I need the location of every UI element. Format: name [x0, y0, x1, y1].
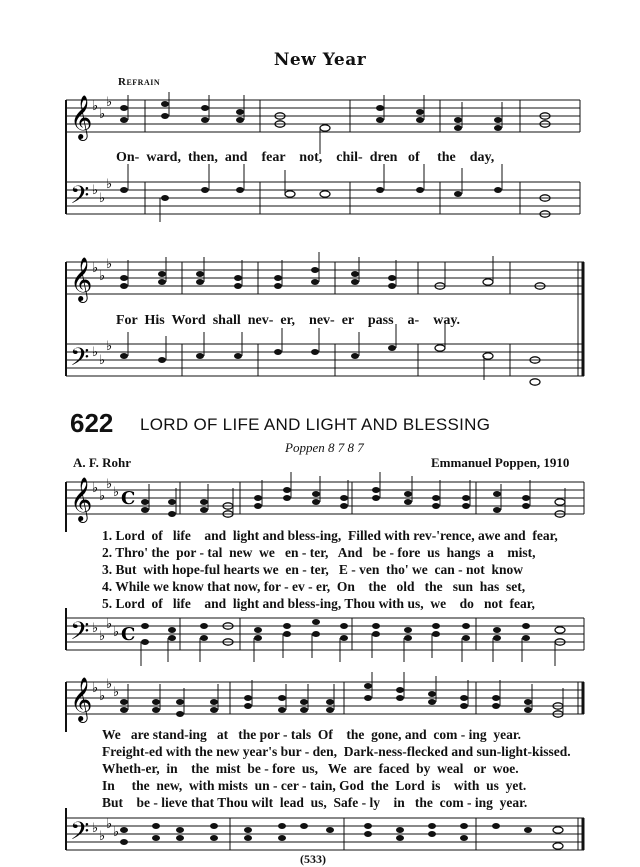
- svg-text:♭: ♭: [106, 677, 113, 692]
- verse-line-4a: 4. While we know that now, for - ev - er, On the old the sun has set,: [102, 579, 526, 594]
- svg-text:♭: ♭: [92, 261, 99, 276]
- verse-line-4b: In the new, with mists un - cer - tain, God the Lord is with us yet.: [102, 778, 527, 793]
- music-system-3-bass: [0, 608, 640, 668]
- svg-text:♭: ♭: [113, 625, 120, 640]
- svg-text:C: C: [121, 488, 136, 509]
- verse-line-2a: 2. Thro' the por - tal new we en - ter, And be - fore us hangs a mist,: [102, 545, 536, 560]
- music-system-4-bass: [0, 808, 640, 854]
- svg-text:♭: ♭: [92, 345, 99, 360]
- verse-line-5a: 5. Lord of life and light and bless-ing, Thou with us, we do not fear,: [102, 596, 535, 611]
- svg-text:♭: ♭: [99, 269, 106, 284]
- composer-name: Emmanuel Poppen, 1910: [431, 455, 570, 470]
- svg-text:♭: ♭: [113, 685, 120, 700]
- music-system-3-treble: [0, 472, 640, 532]
- svg-text:♭: ♭: [99, 829, 106, 844]
- verse-line-1a: 1. Lord of life and light and bless-ing, Filled with rev-'rence, awe and fear,: [102, 528, 558, 543]
- svg-text:𝄢: 𝄢: [70, 181, 90, 216]
- svg-text:♭: ♭: [106, 257, 113, 272]
- svg-text:♭: ♭: [106, 477, 113, 492]
- page-number: (533): [300, 852, 326, 866]
- svg-text:♭: ♭: [113, 485, 120, 500]
- author-name: A. F. Rohr: [73, 455, 132, 470]
- verse-line-5b: But be - lieve that Thou wilt lead us, Safe - ly in the com - ing year.: [102, 795, 528, 810]
- svg-text:♭: ♭: [92, 621, 99, 636]
- svg-text:♭: ♭: [92, 821, 99, 836]
- hymn-number: 622: [70, 408, 114, 438]
- svg-text:♭: ♭: [106, 339, 113, 354]
- svg-text:C: C: [121, 624, 136, 645]
- svg-text:♭: ♭: [92, 481, 99, 496]
- svg-text:♭: ♭: [99, 107, 106, 122]
- refrain-lyric-line-2: For His Word shall nev- er, nev- er pass a- way.: [116, 313, 461, 328]
- svg-text:𝄢: 𝄢: [70, 617, 90, 652]
- svg-text:♭: ♭: [106, 177, 113, 192]
- svg-text:♭: ♭: [113, 825, 120, 840]
- svg-text:𝄢: 𝄢: [70, 343, 90, 378]
- svg-text:♭: ♭: [106, 617, 113, 632]
- svg-text:♭: ♭: [106, 817, 113, 832]
- music-system-4-treble: [0, 672, 640, 732]
- refrain-lyric-line-1: On- ward, then, and fear not, chil- dren of the day,: [116, 150, 495, 165]
- svg-text:♭: ♭: [99, 191, 106, 206]
- verse-line-2b: Freight-ed with the new year's bur - den, Dark-ness-flecked and sun-light-kissed.: [102, 744, 571, 759]
- svg-text:♭: ♭: [99, 689, 106, 704]
- svg-text:♭: ♭: [99, 353, 106, 368]
- svg-text:♭: ♭: [99, 629, 106, 644]
- hymn-title: LORD OF LIFE AND LIGHT AND BLESSING: [140, 415, 491, 434]
- svg-text:♭: ♭: [99, 489, 106, 504]
- svg-text:𝄢: 𝄢: [70, 817, 90, 852]
- tune-name: Poppen 8 7 8 7: [285, 440, 364, 455]
- svg-text:𝄞: 𝄞: [70, 257, 93, 301]
- svg-text:𝄞: 𝄞: [70, 95, 93, 139]
- verse-line-3a: 3. But with hope-ful hearts we en - ter, E - ven tho' we can - not know: [102, 562, 523, 577]
- verse-line-1b: We are stand-ing at the por - tals Of the gone, and com - ing year.: [102, 727, 521, 742]
- svg-text:𝄞: 𝄞: [70, 477, 93, 521]
- refrain-label: Refrain: [118, 76, 161, 88]
- svg-text:♭: ♭: [92, 183, 99, 198]
- svg-text:♭: ♭: [92, 681, 99, 696]
- section-title: New Year: [273, 50, 367, 70]
- verse-line-3b: Wheth-er, in the mist be - fore us, We are faced by weal or woe.: [102, 761, 519, 776]
- svg-text:♭: ♭: [106, 95, 113, 110]
- svg-text:𝄞: 𝄞: [70, 677, 93, 721]
- svg-text:♭: ♭: [92, 99, 99, 114]
